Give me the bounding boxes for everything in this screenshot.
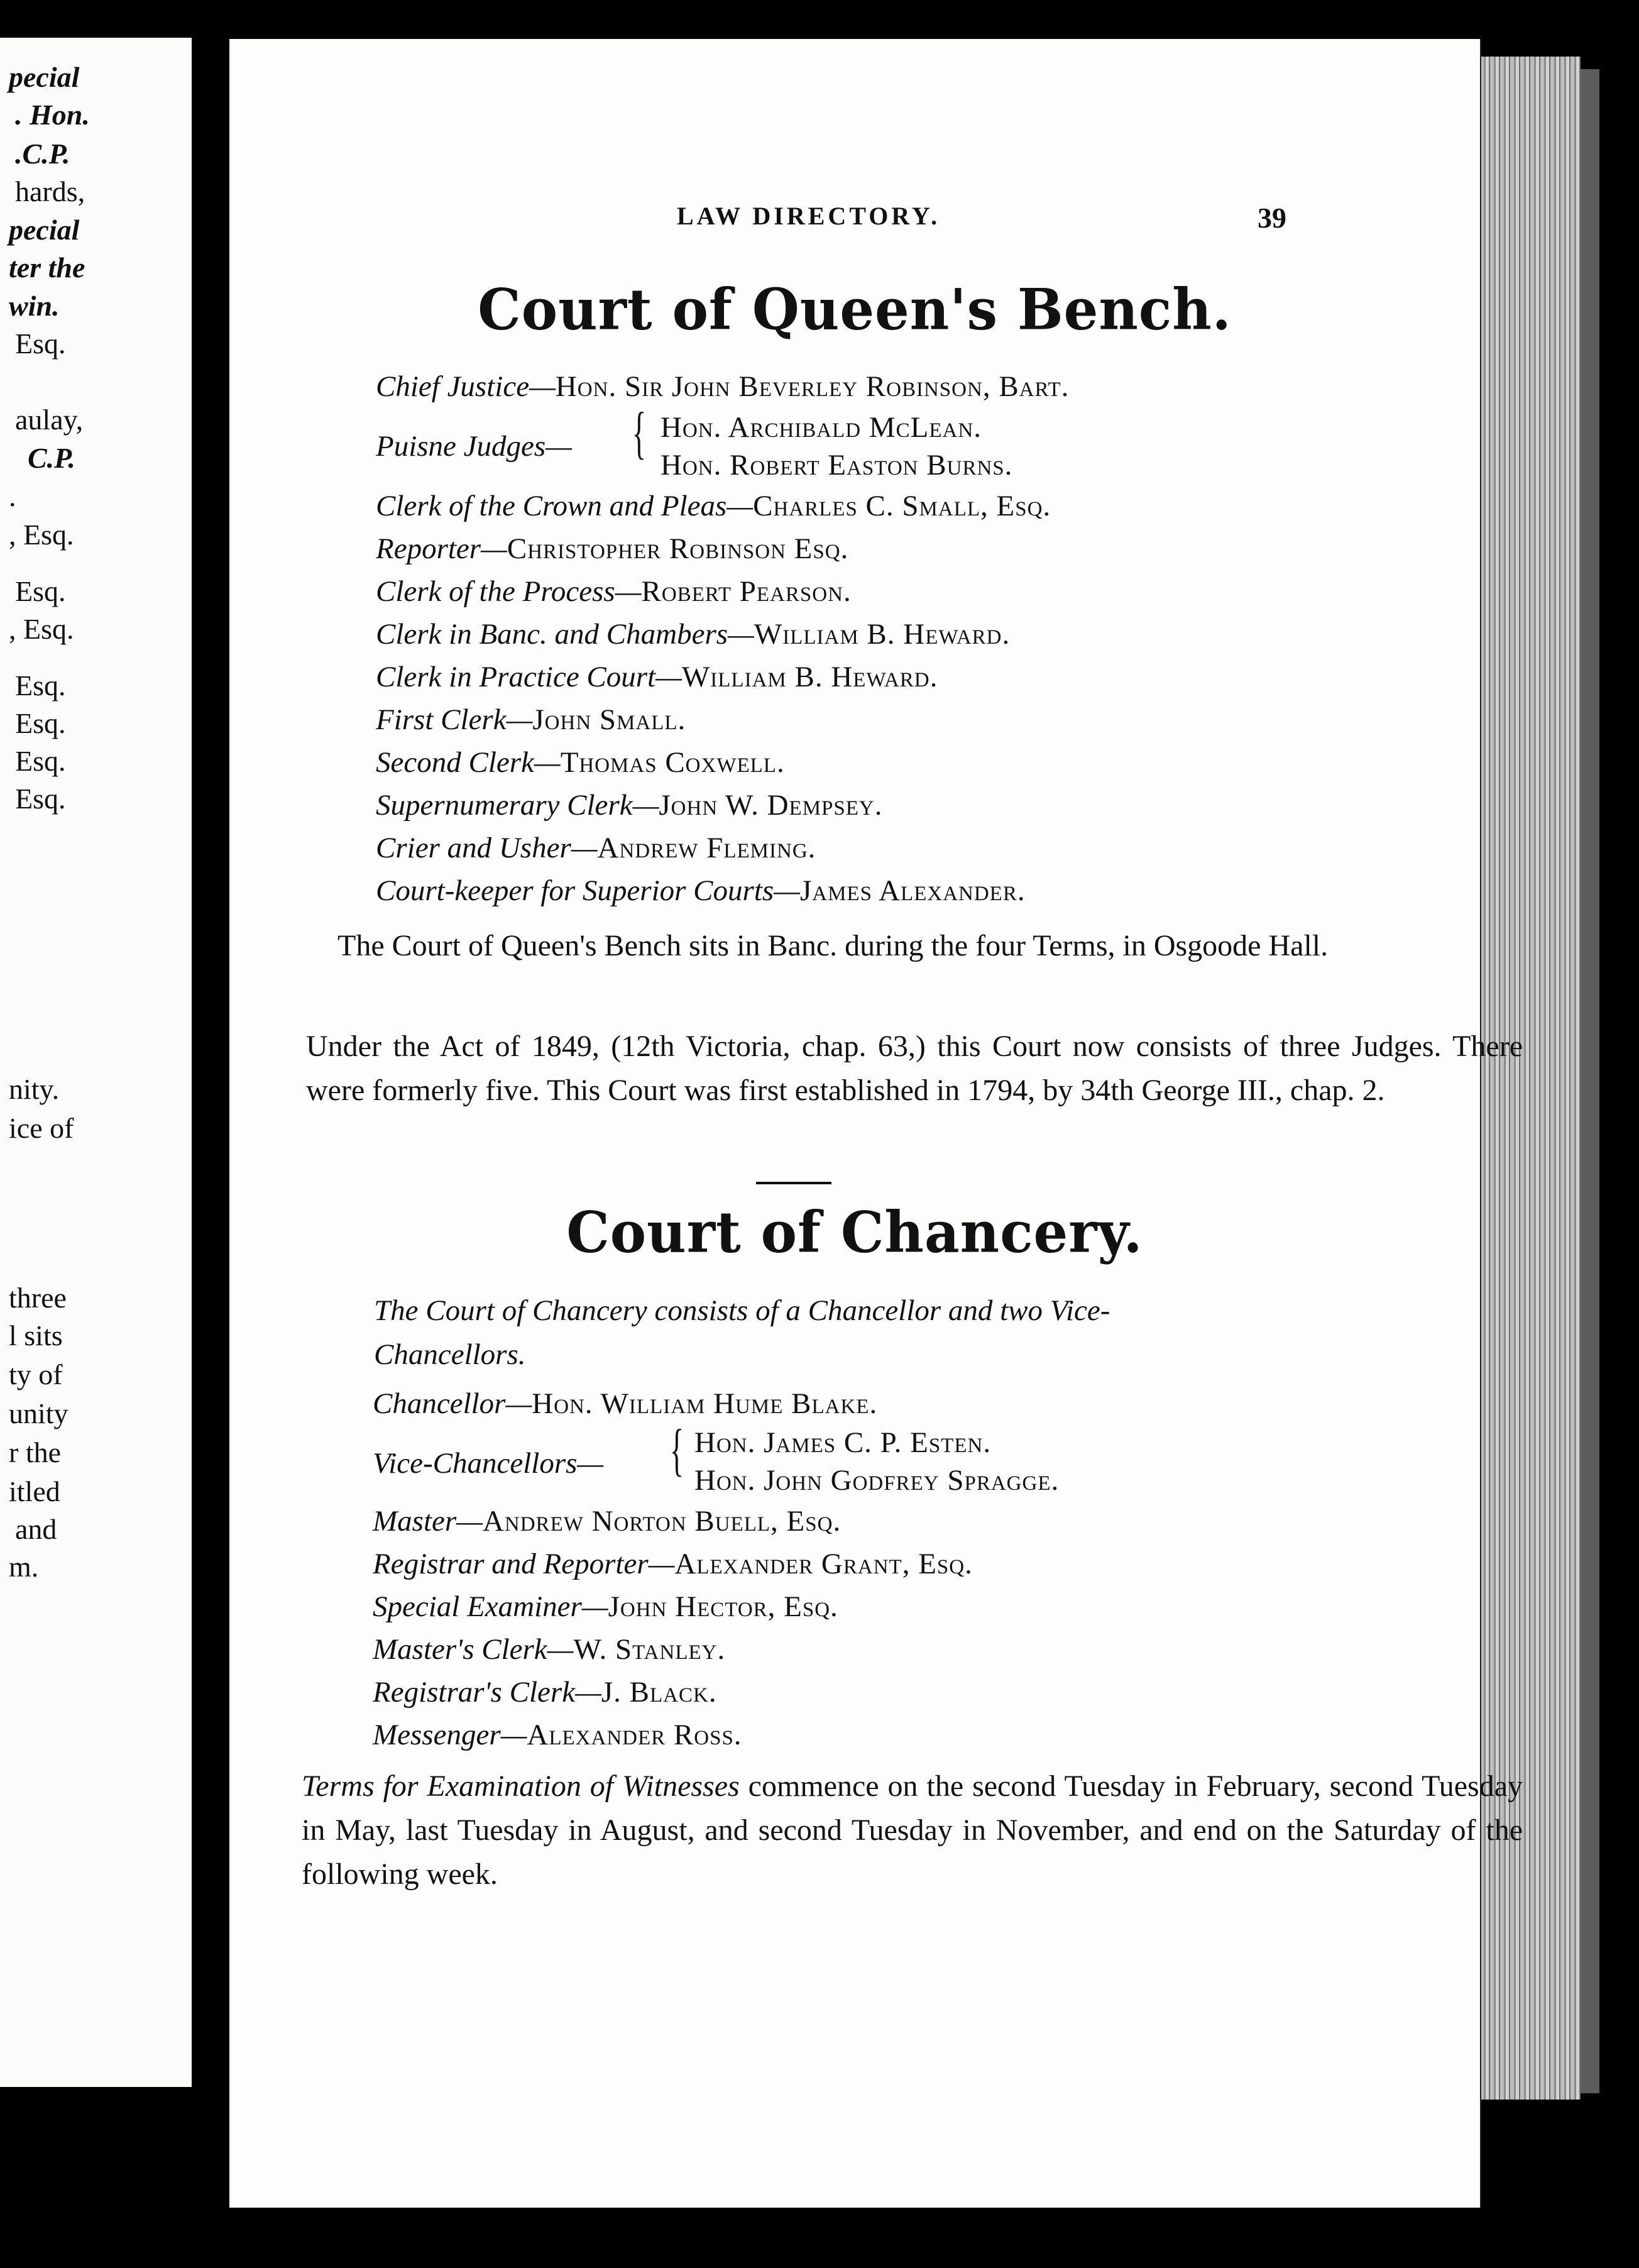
facing-page-line: hards, [15, 175, 85, 207]
entry-value: J. Black. [601, 1676, 717, 1709]
facing-page-line: Esq. [15, 669, 66, 702]
entry-value: William B. Heward. [681, 661, 938, 693]
officer-entry [376, 574, 852, 609]
officer-entry [373, 1632, 725, 1667]
facing-page-line: . [9, 480, 16, 512]
entry-value: Alexander Ross. [527, 1719, 742, 1751]
officer-entry [376, 531, 848, 566]
entry-value: Robert Pearson. [641, 575, 852, 608]
facing-page-line: ice of [9, 1112, 74, 1144]
entry-label: Messenger— [373, 1719, 527, 1751]
entry-value: W. Stanley. [573, 1633, 726, 1666]
facing-page-line: l sits [9, 1319, 63, 1351]
entry-label: Court-keeper for Superior Courts— [376, 874, 800, 907]
running-title: LAW DIRECTORY. [677, 202, 941, 230]
entry-value: Hon. Sir John Beverley Robinson, Bart. [555, 370, 1070, 403]
entry-label: Clerk of the Crown and Pleas— [376, 490, 754, 522]
officer-entry [376, 830, 816, 866]
facing-page-line: pecial [9, 61, 80, 93]
facing-page-line: C.P. [28, 442, 75, 474]
entry-value: Andrew Norton Buell, Esq. [482, 1505, 841, 1538]
officer-entry [376, 873, 1026, 908]
entry-value: William B. Heward. [754, 618, 1011, 651]
queens-bench-para-2: Under the Act of 1849, (12th Victoria, chap. 63,) this Court now consists of three Judges. There were formerly five. This Court was first established in 1794, by 34th George III., chap. 2. [306, 1030, 1523, 1107]
entry-label: Clerk in Banc. and Chambers— [376, 618, 754, 651]
chancery-terms-para: Terms for Examination of Witnesses commence on the second Tuesday in February, second Tuesday in May, last Tuesday in August, and second Tuesday in November, and end on the Saturday of the following week. [302, 1770, 1523, 1891]
puisne-judge-2: Hon. Robert Easton Burns. [661, 449, 1013, 482]
chancery-intro: The Court of Chancery consists of a Chancellor and two Vice-Chancellors. [374, 1294, 1110, 1371]
entry-label: Registrar's Clerk— [373, 1676, 601, 1709]
entry-label: Crier and Usher— [376, 832, 598, 864]
facing-page-line: itled [9, 1475, 60, 1507]
entry-value: James Alexander. [799, 874, 1026, 907]
entry-label: Supernumerary Clerk— [376, 789, 659, 822]
puisne-judges-label: Puisne Judges— [376, 430, 572, 463]
facing-page-line: m. [9, 1551, 39, 1583]
entry-value: Alexander Grant, Esq. [674, 1548, 973, 1580]
brace: { [632, 400, 647, 465]
facing-page-line: nity. [9, 1073, 60, 1105]
entry-label: Master's Clerk— [373, 1633, 574, 1666]
facing-page-line: unity [9, 1397, 69, 1429]
vice-chancellor-1: Hon. James C. P. Esten. [694, 1426, 992, 1459]
officer-entry [376, 659, 938, 695]
facing-page-line: and [15, 1513, 57, 1545]
entry-label: Clerk in Practice Court— [376, 661, 682, 693]
entry-value: Charles C. Small, Esq. [753, 490, 1051, 522]
officer-entry [376, 488, 1051, 524]
facing-page-line: . Hon. [15, 99, 90, 131]
section-divider [756, 1182, 831, 1184]
officer-entry [373, 1589, 838, 1624]
queens-bench-para-1: The Court of Queen's Bench sits in Banc. during the four Terms, in Osgoode Hall. [337, 929, 1329, 962]
entry-label: Registrar and Reporter— [373, 1548, 675, 1580]
entry-label: Chief Justice— [376, 370, 556, 403]
facing-page-line: .C.P. [15, 138, 70, 170]
facing-page-line: aulay, [15, 404, 84, 436]
entry-label: Master— [373, 1505, 483, 1538]
facing-page-line: win. [9, 290, 60, 322]
facing-page-line: ty of [9, 1358, 63, 1390]
queens-bench-heading: Court of Queen's Bench. [478, 276, 1232, 343]
chancellor-entry: Chancellor—Hon. William Hume Blake. [373, 1387, 878, 1420]
facing-page-line: , Esq. [9, 519, 74, 551]
facing-page-line: ter the [9, 251, 85, 284]
officer-entry [376, 745, 785, 780]
entry-label: First Clerk— [376, 703, 533, 736]
facing-page-line: pecial [9, 214, 80, 246]
chief-justice-entry [376, 369, 1069, 404]
officer-entry [376, 617, 1010, 652]
entry-value: Thomas Coxwell. [560, 746, 785, 779]
officer-entry [373, 1717, 742, 1753]
facing-page-line: Esq. [15, 745, 66, 777]
vice-chancellor-2: Hon. John Godfrey Spragge. [694, 1464, 1060, 1497]
puisne-judge-1: Hon. Archibald McLean. [661, 411, 982, 444]
facing-page-line: Esq. [15, 575, 66, 607]
entry-label: Second Clerk— [376, 746, 561, 779]
entry-value: John W. Dempsey. [659, 789, 883, 822]
entry-value: Andrew Fleming. [597, 832, 816, 864]
facing-page-fragment [0, 38, 192, 2087]
brace: { [670, 1418, 684, 1482]
facing-page-line: r the [9, 1436, 62, 1468]
book-page [229, 39, 1523, 2208]
vice-chancellors-label: Vice-Chancellors— [373, 1447, 604, 1480]
page-number: 39 [1258, 202, 1286, 234]
book-cover-edge [1581, 69, 1599, 2093]
entry-label: Reporter— [376, 532, 507, 565]
entry-label: Clerk of the Process— [376, 575, 642, 608]
facing-page-line: , Esq. [9, 613, 74, 645]
facing-page-line: Esq. [15, 783, 66, 815]
officer-entry [373, 1546, 973, 1582]
entry-value: Christopher Robinson Esq. [507, 532, 849, 565]
entry-label: Special Examiner— [373, 1590, 608, 1623]
officer-entry [376, 702, 686, 737]
officer-entry [373, 1504, 841, 1539]
officer-entry [376, 788, 882, 823]
entry-value: John Small. [532, 703, 686, 736]
facing-page-line: three [9, 1282, 67, 1314]
facing-page-line: Esq. [15, 328, 66, 360]
chancery-heading: Court of Chancery. [566, 1199, 1143, 1266]
officer-entry [373, 1675, 717, 1710]
entry-value: John Hector, Esq. [608, 1590, 838, 1623]
facing-page-line: Esq. [15, 707, 66, 739]
